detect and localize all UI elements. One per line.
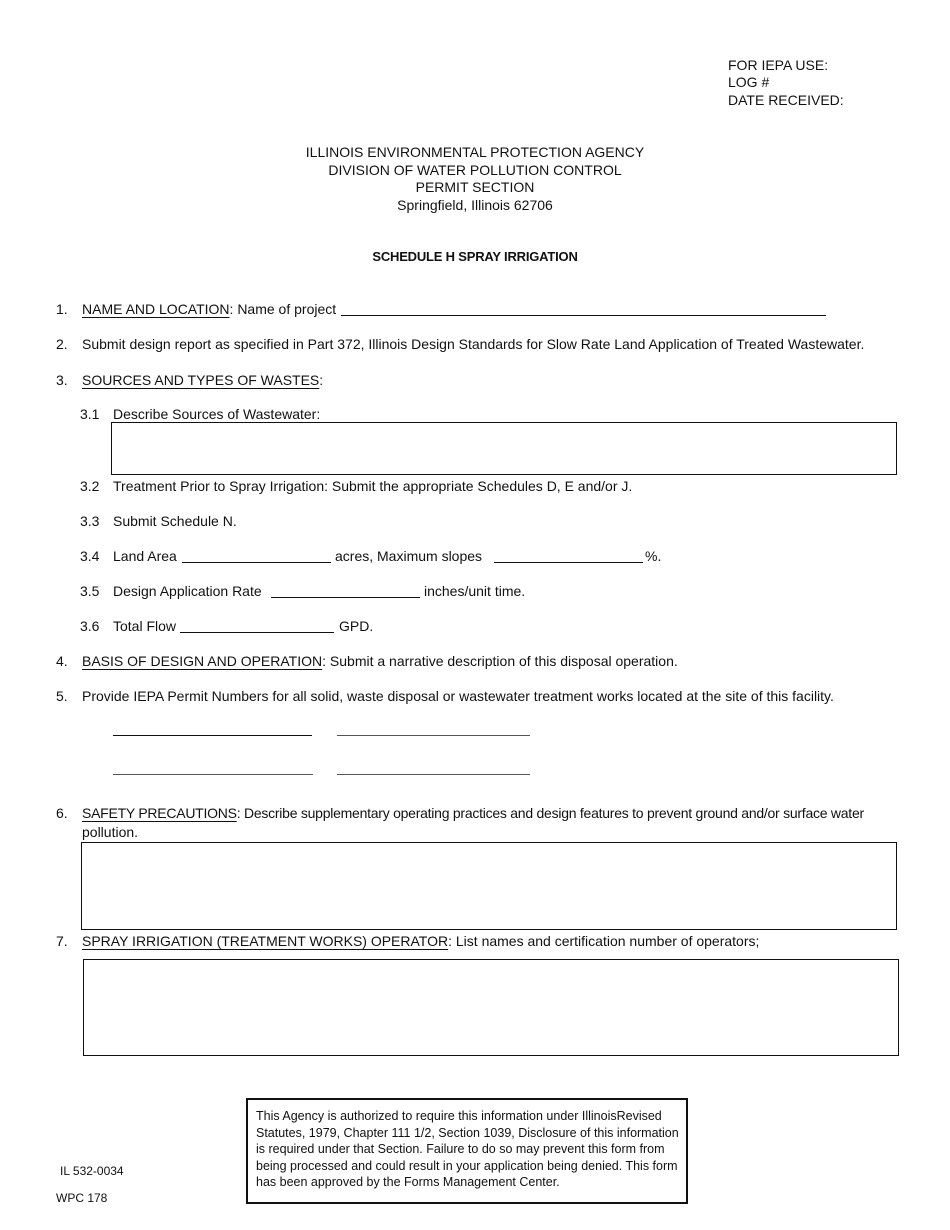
item-7-text: SPRAY IRRIGATION (TREATMENT WORKS) OPERATOR: List names and certification number of operators; bbox=[82, 933, 760, 949]
item-5-text: Provide IEPA Permit Numbers for all solid, waste disposal or wastewater treatment works located at the site of this facility. bbox=[82, 688, 834, 704]
item-2-number: 2. bbox=[56, 336, 68, 352]
item-3-number: 3. bbox=[56, 372, 68, 388]
item-3-3-number: 3.3 bbox=[80, 513, 100, 529]
item-5-number: 5. bbox=[56, 688, 68, 704]
date-received-label: DATE RECEIVED: bbox=[728, 92, 844, 108]
item-4-heading: BASIS OF DESIGN AND OPERATION bbox=[82, 653, 323, 669]
item-6-text-cont: pollution. bbox=[82, 824, 139, 840]
wastewater-sources-box[interactable] bbox=[111, 422, 897, 475]
item-3-heading: SOURCES AND TYPES OF WASTES bbox=[82, 372, 320, 388]
division-name: DIVISION OF WATER POLLUTION CONTROL bbox=[328, 162, 622, 178]
item-1-label: : Name of project bbox=[229, 301, 337, 317]
application-rate-unit: inches/unit time. bbox=[424, 583, 526, 599]
disclosure-notice: This Agency is authorized to require this information under IllinoisRevised Statutes, 1979, Chapter 111 1/2, Section 1039, Disclosure of this information is required under that Section. Failure to do so may prevent this form from being processed and could result in your application being denied. This form has been approved by the Forms Management Center. bbox=[246, 1098, 688, 1204]
item-3-6-number: 3.6 bbox=[80, 618, 100, 634]
item-6-number: 6. bbox=[56, 805, 68, 821]
item-1-text bbox=[82, 301, 336, 317]
item-6-heading: SAFETY PRECAUTIONS bbox=[82, 805, 237, 821]
item-6-text: SAFETY PRECAUTIONS: Describe supplementary operating practices and design features to prevent ground and/or surface water bbox=[82, 805, 864, 821]
section-name: PERMIT SECTION bbox=[415, 179, 535, 195]
total-flow-field[interactable] bbox=[180, 632, 334, 633]
page-title: SCHEDULE H SPRAY IRRIGATION bbox=[372, 249, 578, 264]
project-name-field[interactable] bbox=[341, 315, 826, 316]
permit-number-field-2[interactable] bbox=[337, 735, 530, 736]
safety-precautions-box[interactable] bbox=[81, 842, 897, 930]
item-3-2-number: 3.2 bbox=[80, 478, 100, 494]
permit-number-field-3[interactable] bbox=[113, 774, 313, 775]
item-7-heading: SPRAY IRRIGATION (TREATMENT WORKS) OPERATOR bbox=[82, 933, 449, 949]
item-3-1-number: 3.1 bbox=[80, 406, 100, 422]
item-1-heading: NAME AND LOCATION bbox=[82, 301, 230, 317]
log-number-label: LOG # bbox=[728, 74, 770, 90]
item-3-5-number: 3.5 bbox=[80, 583, 100, 599]
total-flow-unit: GPD. bbox=[339, 618, 374, 634]
application-rate-field[interactable] bbox=[271, 597, 420, 598]
item-2-text: Submit design report as specified in Part 372, Illinois Design Standards for Slow Rate Land Application of Treated Wastewater. bbox=[82, 336, 865, 352]
application-rate-label: Design Application Rate bbox=[113, 583, 262, 599]
item-3-4-number: 3.4 bbox=[80, 548, 100, 564]
form-number: IL 532-0034 bbox=[60, 1164, 124, 1178]
item-4-text: BASIS OF DESIGN AND OPERATION: Submit a narrative description of this disposal operation. bbox=[82, 653, 678, 669]
total-flow-label: Total Flow bbox=[113, 618, 177, 634]
item-3-2-text: Treatment Prior to Spray Irrigation: Submit the appropriate Schedules D, E and/or J. bbox=[113, 478, 633, 494]
item-4-number: 4. bbox=[56, 653, 68, 669]
percent-label: %. bbox=[645, 548, 662, 564]
item-3-3-text: Submit Schedule N. bbox=[113, 513, 237, 529]
item-3-1-text: Describe Sources of Wastewater: bbox=[113, 406, 321, 422]
iepa-use-label: FOR IEPA USE: bbox=[728, 57, 829, 73]
item-7-number: 7. bbox=[56, 933, 68, 949]
item-1-number: 1. bbox=[56, 301, 68, 317]
max-slopes-label: acres, Maximum slopes bbox=[335, 548, 483, 564]
item-3-text: SOURCES AND TYPES OF WASTES: bbox=[82, 372, 324, 388]
wpc-number: WPC 178 bbox=[56, 1191, 108, 1205]
land-area-label: Land Area bbox=[113, 548, 177, 564]
land-area-field[interactable] bbox=[182, 562, 331, 563]
operators-box[interactable] bbox=[83, 959, 899, 1056]
permit-number-field-1[interactable] bbox=[113, 735, 312, 736]
max-slopes-field[interactable] bbox=[494, 562, 643, 563]
agency-address: Springfield, Illinois 62706 bbox=[397, 197, 553, 213]
permit-number-field-4[interactable] bbox=[337, 774, 530, 775]
agency-name: ILLINOIS ENVIRONMENTAL PROTECTION AGENCY bbox=[305, 144, 645, 160]
